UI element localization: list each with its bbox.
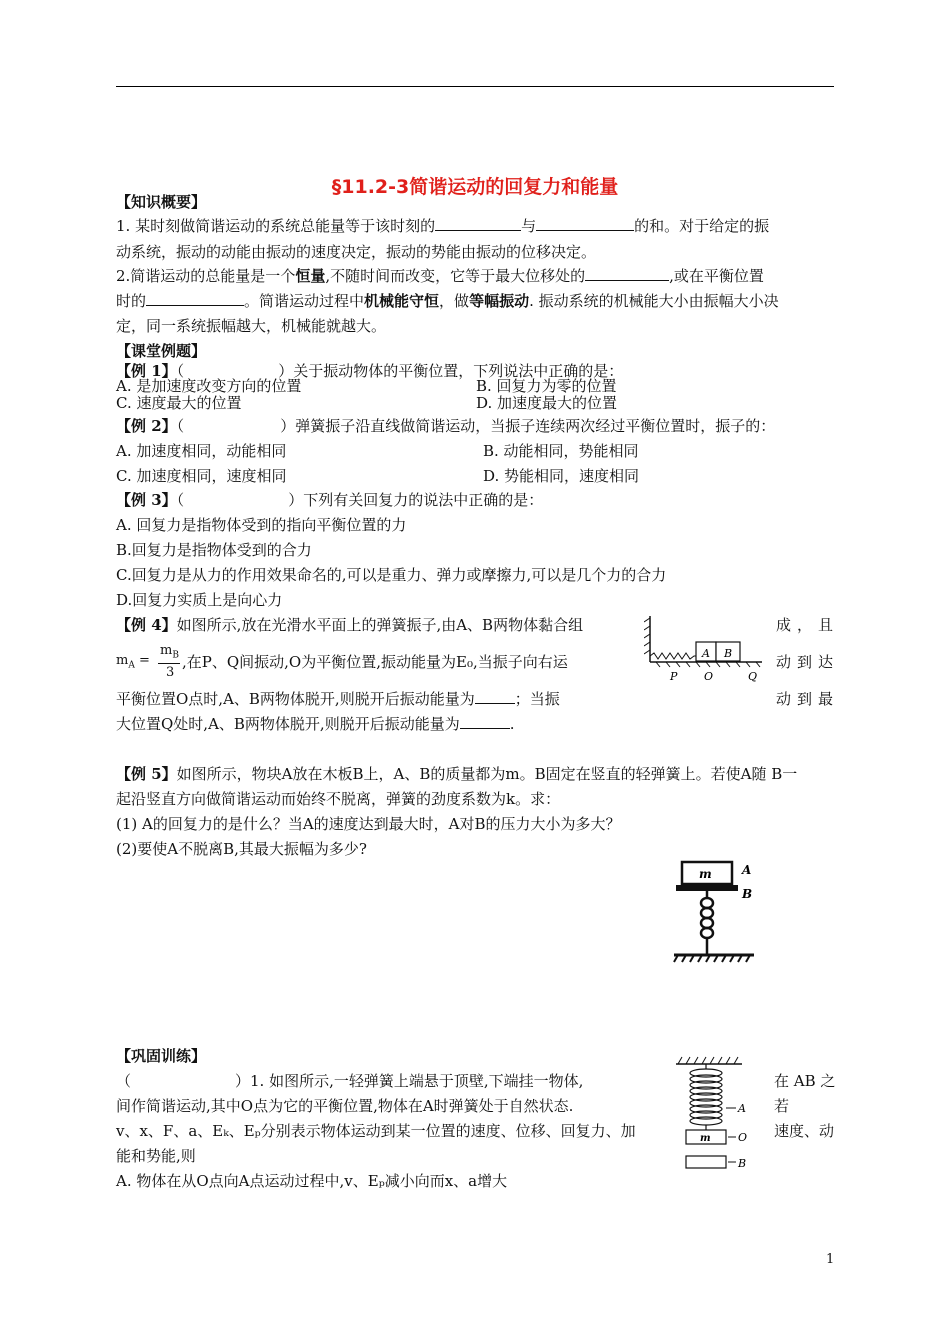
example-3-option-d: D.回复力实质上是向心力 [116, 591, 283, 609]
fill-blank[interactable] [435, 216, 521, 231]
fill-blank[interactable] [146, 291, 244, 306]
knowledge-p1-line1: 1. 某时刻做简谐运动的系统总能量等于该时刻的 与 的和。对于给定的振 [116, 217, 770, 235]
page-number: 1 [826, 1252, 835, 1267]
figure-label-m: m [699, 867, 712, 881]
figure-label-b: B [742, 887, 753, 901]
example-2-option-b: B. 动能相同，势能相同 [483, 442, 639, 460]
horizontal-spring-figure [644, 612, 766, 684]
knowledge-p2-line2: 时的 。简谐运动过程中机械能守恒，做等幅振动. 振动系统的机械能大小由振幅大小决 [116, 292, 779, 310]
figure-label-m: m [700, 1133, 711, 1144]
section-consolidate: 【巩固训练】 [116, 1047, 207, 1065]
figure-label-a: A [702, 647, 710, 660]
example-4-line4: 大位置Q处时,A、B两物体脱开,则脱开后振动能量为 . [116, 715, 515, 733]
figure-label-o: O [738, 1131, 748, 1144]
example-1-option-d: D. 加速度最大的位置 [476, 394, 618, 412]
example-1-stem: 【例 1】（ ）关于振动物体的平衡位置，下列说法中正确的是： [116, 362, 624, 380]
example-4-line2: ,在P、Q间振动,O为平衡位置,振动能量为E₀,当振子向右运 [182, 653, 568, 671]
example-4-line3-right: 动到最 [776, 690, 840, 708]
header-rule [116, 86, 834, 87]
example-3-stem: 【例 3】（ ）下列有关回复力的说法中正确的是： [116, 491, 544, 509]
drill-1-line1: （ ）1. 如图所示,一轻弹簧上端悬于顶壁,下端挂一物体, [116, 1072, 584, 1090]
knowledge-p1-line2: 动系统，振动的动能由振动的速度决定，振动的势能由振动的位移决定。 [116, 243, 597, 261]
drill-1-option-a: A. 物体在从O点向A点运动过程中,v、Eₚ减小向而x、a增大 [116, 1172, 508, 1190]
drill-1-line2: 间作简谐运动,其中O点为它的平衡位置,物体在A时弹簧处于自然状态. [116, 1097, 574, 1115]
example-1-option-b: B. 回复力为零的位置 [476, 377, 617, 395]
hanging-spring-figure [672, 1052, 762, 1176]
page-title: §11.2-3简谐运动的回复力和能量 [331, 176, 619, 198]
figure-label-b: B [724, 647, 733, 660]
example-4-line3: 平衡位置O点时,A、B两物体脱开,则脱开后振动能量为 ；当振 [116, 690, 560, 708]
fill-blank[interactable] [475, 689, 515, 704]
example-1-option-a: A. 是加速度改变方向的位置 [116, 377, 302, 395]
figure-label-o: O [704, 670, 714, 683]
knowledge-p2-line3: 定，同一系统振幅越大，机械能就越大。 [116, 317, 387, 335]
knowledge-p2-line1: 2.简谐运动的总能量是一个恒量,不随时间而改变，它等于最大位移处的 ,或在平衡位置 [116, 267, 764, 285]
fill-blank[interactable] [585, 266, 669, 281]
example-2-option-c: C. 加速度相同，速度相同 [116, 467, 287, 485]
example-4-line2-right: 动到达 [776, 653, 840, 671]
example-5-question-2: (2)要使A不脱离B,其最大振幅为多少? [116, 840, 367, 858]
drill-1-line2-right: 若 [774, 1097, 790, 1115]
example-2-option-a: A. 加速度相同，动能相同 [116, 442, 287, 460]
figure-label-a: A [738, 1102, 746, 1115]
fill-blank[interactable] [536, 216, 634, 231]
example-5-question-1: (1) A的回复力的是什么？当A的速度达到最大时，A对B的压力大小为多大？ [116, 815, 621, 833]
example-5-line1: 【例 5】如图所示，物块A放在木板B上，A、B的质量都为m。B固定在竖直的轻弹簧上。若使A随 B一 [116, 765, 798, 783]
example-3-option-b: B.回复力是指物体受到的合力 [116, 541, 312, 559]
figure-label-p: P [670, 670, 678, 683]
fill-blank[interactable] [460, 714, 510, 729]
figure-label-a: A [742, 863, 752, 877]
drill-1-line3-right: 速度、动 [774, 1122, 835, 1140]
section-knowledge: 【知识概要】 [116, 193, 207, 211]
example-2-stem: 【例 2】（ ）弹簧振子沿直线做简谐运动，当振子连续两次经过平衡位置时，振子的： [116, 417, 776, 435]
drill-1-line4: 能和势能,则 [116, 1147, 196, 1165]
vertical-spring-figure [672, 858, 772, 966]
section-class-examples: 【课堂例题】 [116, 342, 207, 360]
example-4-line1: 【例 4】如图所示,放在光滑水平面上的弹簧振子,由A、B两物体黏合组 [116, 616, 584, 634]
figure-label-q: Q [748, 670, 758, 683]
example-2-option-d: D. 势能相同，速度相同 [483, 467, 640, 485]
example-1-option-c: C. 速度最大的位置 [116, 394, 242, 412]
example-4-line1-right: 成，且 [776, 616, 840, 634]
figure-label-b: B [738, 1157, 747, 1170]
drill-1-line1-right: 在 AB 之 [774, 1072, 836, 1090]
example-5-line2: 起沿竖直方向做简谐运动而始终不脱离，弹簧的劲度系数为k。求： [116, 790, 561, 808]
example-3-option-a: A. 回复力是指物体受到的指向平衡位置的力 [116, 516, 407, 534]
drill-1-line3: v、x、F、a、Eₖ、Eₚ分别表示物体运动到某一位置的速度、位移、回复力、加 [116, 1122, 636, 1140]
example-3-option-c: C.回复力是从力的作用效果命名的,可以是重力、弹力或摩擦力,可以是几个力的合力 [116, 566, 667, 584]
